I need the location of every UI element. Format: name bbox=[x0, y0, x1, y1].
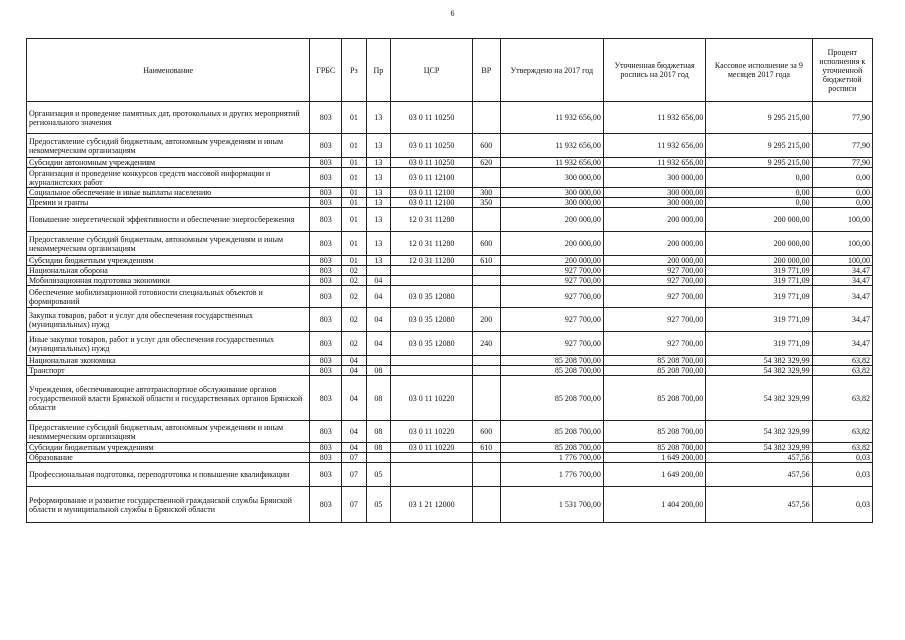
row-refined: 11 932 656,00 bbox=[603, 102, 705, 134]
row-cash: 457,56 bbox=[706, 487, 812, 523]
header-cash: Кассовое исполнение за 9 месяцев 2017 года bbox=[706, 39, 812, 102]
row-cash: 200 000,00 bbox=[706, 208, 812, 232]
row-pr: 04 bbox=[366, 332, 391, 356]
row-pr: 13 bbox=[366, 198, 391, 208]
table-body bbox=[27, 102, 873, 523]
row-csr: 12 0 31 11280 bbox=[391, 256, 473, 266]
row-cash: 319 771,09 bbox=[706, 332, 812, 356]
row-name: Реформирование и развитие государственной гражданской службы Брянской области и муниципальной службы в Брянской области bbox=[27, 487, 310, 523]
table-row bbox=[27, 332, 873, 356]
row-rz: 02 bbox=[342, 308, 367, 332]
table-row bbox=[27, 376, 873, 421]
row-percent: 34,47 bbox=[812, 308, 872, 332]
row-vr: 620 bbox=[472, 158, 500, 168]
row-pr: 13 bbox=[366, 102, 391, 134]
row-rz: 01 bbox=[342, 232, 367, 256]
row-pr bbox=[366, 266, 391, 276]
row-vr bbox=[472, 356, 500, 366]
row-grbs: 803 bbox=[310, 286, 342, 308]
row-refined: 85 208 700,00 bbox=[603, 376, 705, 421]
row-rz: 04 bbox=[342, 356, 367, 366]
row-pr bbox=[366, 453, 391, 463]
row-refined: 927 700,00 bbox=[603, 266, 705, 276]
row-vr bbox=[472, 276, 500, 286]
row-cash: 9 295 215,00 bbox=[706, 134, 812, 158]
row-pr bbox=[366, 356, 391, 366]
table-row bbox=[27, 256, 873, 266]
row-grbs: 803 bbox=[310, 376, 342, 421]
row-grbs: 803 bbox=[310, 168, 342, 188]
row-pr: 08 bbox=[366, 421, 391, 443]
row-vr bbox=[472, 168, 500, 188]
row-percent: 100,00 bbox=[812, 208, 872, 232]
row-csr bbox=[391, 356, 473, 366]
row-csr: 12 0 31 11280 bbox=[391, 232, 473, 256]
row-pr: 13 bbox=[366, 208, 391, 232]
table-row bbox=[27, 158, 873, 168]
row-approved: 927 700,00 bbox=[500, 266, 603, 276]
row-rz: 01 bbox=[342, 134, 367, 158]
row-name: Обеспечение мобилизационной готовности специальных объектов и формирований bbox=[27, 286, 310, 308]
row-refined: 927 700,00 bbox=[603, 332, 705, 356]
row-pr: 13 bbox=[366, 256, 391, 266]
row-grbs: 803 bbox=[310, 208, 342, 232]
row-approved: 927 700,00 bbox=[500, 332, 603, 356]
row-name: Профессиональная подготовка, переподготовка и повышение квалификации bbox=[27, 463, 310, 487]
row-csr: 03 0 11 10220 bbox=[391, 376, 473, 421]
row-cash: 457,56 bbox=[706, 463, 812, 487]
row-vr: 600 bbox=[472, 421, 500, 443]
header-pr: Пр bbox=[366, 39, 391, 102]
row-rz: 02 bbox=[342, 332, 367, 356]
row-csr bbox=[391, 463, 473, 487]
row-csr: 03 0 11 10220 bbox=[391, 443, 473, 453]
row-approved: 927 700,00 bbox=[500, 308, 603, 332]
row-cash: 54 382 329,99 bbox=[706, 376, 812, 421]
row-csr bbox=[391, 276, 473, 286]
row-csr: 03 0 11 12100 bbox=[391, 188, 473, 198]
row-vr: 610 bbox=[472, 256, 500, 266]
row-vr: 610 bbox=[472, 443, 500, 453]
row-approved: 85 208 700,00 bbox=[500, 366, 603, 376]
row-vr bbox=[472, 208, 500, 232]
row-approved: 85 208 700,00 bbox=[500, 421, 603, 443]
row-vr bbox=[472, 463, 500, 487]
row-grbs: 803 bbox=[310, 102, 342, 134]
row-rz: 02 bbox=[342, 266, 367, 276]
row-rz: 01 bbox=[342, 208, 367, 232]
row-rz: 01 bbox=[342, 198, 367, 208]
row-rz: 01 bbox=[342, 256, 367, 266]
row-approved: 11 932 656,00 bbox=[500, 102, 603, 134]
row-percent: 0,00 bbox=[812, 188, 872, 198]
header-grbs: ГРБС bbox=[310, 39, 342, 102]
row-pr: 04 bbox=[366, 286, 391, 308]
row-grbs: 803 bbox=[310, 366, 342, 376]
row-percent: 0,00 bbox=[812, 198, 872, 208]
table-row bbox=[27, 356, 873, 366]
row-refined: 200 000,00 bbox=[603, 256, 705, 266]
row-cash: 200 000,00 bbox=[706, 232, 812, 256]
row-refined: 1 649 200,00 bbox=[603, 453, 705, 463]
row-grbs: 803 bbox=[310, 463, 342, 487]
row-vr bbox=[472, 286, 500, 308]
row-csr: 03 0 35 12080 bbox=[391, 308, 473, 332]
row-refined: 300 000,00 bbox=[603, 188, 705, 198]
row-approved: 85 208 700,00 bbox=[500, 443, 603, 453]
row-name: Предоставление субсидий бюджетным, автономным учреждениям и иным некоммерческим организациям bbox=[27, 421, 310, 443]
header-name: Наименование bbox=[27, 39, 310, 102]
row-percent: 34,47 bbox=[812, 276, 872, 286]
table-row bbox=[27, 208, 873, 232]
row-vr: 240 bbox=[472, 332, 500, 356]
row-percent: 77,90 bbox=[812, 102, 872, 134]
row-grbs: 803 bbox=[310, 256, 342, 266]
row-approved: 11 932 656,00 bbox=[500, 158, 603, 168]
row-grbs: 803 bbox=[310, 308, 342, 332]
row-rz: 04 bbox=[342, 376, 367, 421]
row-name: Субсидии бюджетным учреждениям bbox=[27, 256, 310, 266]
row-approved: 927 700,00 bbox=[500, 286, 603, 308]
row-name: Субсидии бюджетным учреждениям bbox=[27, 443, 310, 453]
row-pr: 05 bbox=[366, 463, 391, 487]
row-csr: 03 0 35 12080 bbox=[391, 286, 473, 308]
row-vr: 600 bbox=[472, 134, 500, 158]
table-row bbox=[27, 276, 873, 286]
row-name: Учреждения, обеспечивающие автотранспортное обслуживание органов государственной власти Брянской области и государственных органов Брянской области bbox=[27, 376, 310, 421]
row-pr: 13 bbox=[366, 158, 391, 168]
row-rz: 01 bbox=[342, 188, 367, 198]
table-row bbox=[27, 286, 873, 308]
row-percent: 0,03 bbox=[812, 487, 872, 523]
row-rz: 04 bbox=[342, 366, 367, 376]
table-row bbox=[27, 443, 873, 453]
row-name: Субсидии автономным учреждениям bbox=[27, 158, 310, 168]
row-vr bbox=[472, 376, 500, 421]
row-percent: 34,47 bbox=[812, 286, 872, 308]
row-cash: 0,00 bbox=[706, 198, 812, 208]
row-cash: 0,00 bbox=[706, 168, 812, 188]
row-csr: 03 0 11 12100 bbox=[391, 168, 473, 188]
row-refined: 85 208 700,00 bbox=[603, 421, 705, 443]
row-grbs: 803 bbox=[310, 198, 342, 208]
row-cash: 319 771,09 bbox=[706, 266, 812, 276]
header-rz: Рз bbox=[342, 39, 367, 102]
row-vr bbox=[472, 487, 500, 523]
budget-execution-table bbox=[26, 38, 873, 523]
row-approved: 200 000,00 bbox=[500, 256, 603, 266]
row-grbs: 803 bbox=[310, 421, 342, 443]
row-refined: 85 208 700,00 bbox=[603, 366, 705, 376]
row-refined: 85 208 700,00 bbox=[603, 443, 705, 453]
row-csr bbox=[391, 366, 473, 376]
row-approved: 300 000,00 bbox=[500, 198, 603, 208]
row-rz: 02 bbox=[342, 286, 367, 308]
row-refined: 85 208 700,00 bbox=[603, 356, 705, 366]
row-name: Образование bbox=[27, 453, 310, 463]
row-approved: 300 000,00 bbox=[500, 168, 603, 188]
row-approved: 1 776 700,00 bbox=[500, 463, 603, 487]
row-refined: 11 932 656,00 bbox=[603, 134, 705, 158]
row-vr bbox=[472, 266, 500, 276]
row-refined: 927 700,00 bbox=[603, 276, 705, 286]
row-percent: 63,82 bbox=[812, 421, 872, 443]
row-csr: 03 0 11 10250 bbox=[391, 158, 473, 168]
row-pr: 13 bbox=[366, 232, 391, 256]
row-name: Национальная оборона bbox=[27, 266, 310, 276]
row-refined: 11 932 656,00 bbox=[603, 158, 705, 168]
row-grbs: 803 bbox=[310, 232, 342, 256]
table-row bbox=[27, 168, 873, 188]
row-approved: 200 000,00 bbox=[500, 232, 603, 256]
row-name: Транспорт bbox=[27, 366, 310, 376]
row-grbs: 803 bbox=[310, 487, 342, 523]
row-approved: 1 776 700,00 bbox=[500, 453, 603, 463]
row-csr: 03 0 11 12100 bbox=[391, 198, 473, 208]
table-row bbox=[27, 308, 873, 332]
row-csr: 03 0 35 12080 bbox=[391, 332, 473, 356]
row-approved: 300 000,00 bbox=[500, 188, 603, 198]
table-row bbox=[27, 266, 873, 276]
row-name: Организация и проведение конкурсов средств массовой информации и журналистских работ bbox=[27, 168, 310, 188]
row-rz: 01 bbox=[342, 158, 367, 168]
row-refined: 927 700,00 bbox=[603, 308, 705, 332]
row-rz: 07 bbox=[342, 463, 367, 487]
row-name: Закупка товаров, работ и услуг для обеспечения государственных (муниципальных) нужд bbox=[27, 308, 310, 332]
row-cash: 0,00 bbox=[706, 188, 812, 198]
row-cash: 54 382 329,99 bbox=[706, 443, 812, 453]
row-vr bbox=[472, 453, 500, 463]
row-cash: 200 000,00 bbox=[706, 256, 812, 266]
row-rz: 07 bbox=[342, 487, 367, 523]
row-percent: 77,90 bbox=[812, 134, 872, 158]
row-approved: 927 700,00 bbox=[500, 276, 603, 286]
row-cash: 457,56 bbox=[706, 453, 812, 463]
row-grbs: 803 bbox=[310, 443, 342, 453]
row-percent: 63,82 bbox=[812, 376, 872, 421]
row-vr: 300 bbox=[472, 188, 500, 198]
row-refined: 300 000,00 bbox=[603, 198, 705, 208]
row-percent: 0,03 bbox=[812, 463, 872, 487]
table-row bbox=[27, 232, 873, 256]
row-pr: 05 bbox=[366, 487, 391, 523]
header-refined: Уточненная бюджетная роспись на 2017 год bbox=[603, 39, 705, 102]
row-grbs: 803 bbox=[310, 266, 342, 276]
row-csr bbox=[391, 453, 473, 463]
row-cash: 319 771,09 bbox=[706, 286, 812, 308]
row-refined: 927 700,00 bbox=[603, 286, 705, 308]
row-percent: 100,00 bbox=[812, 232, 872, 256]
header-approved: Утверждено на 2017 год bbox=[500, 39, 603, 102]
row-vr: 200 bbox=[472, 308, 500, 332]
row-csr: 12 0 31 11280 bbox=[391, 208, 473, 232]
row-percent: 63,82 bbox=[812, 366, 872, 376]
row-percent: 34,47 bbox=[812, 266, 872, 276]
row-name: Мобилизационная подготовка экономики bbox=[27, 276, 310, 286]
row-cash: 54 382 329,99 bbox=[706, 366, 812, 376]
row-rz: 01 bbox=[342, 102, 367, 134]
row-grbs: 803 bbox=[310, 188, 342, 198]
row-percent: 63,82 bbox=[812, 356, 872, 366]
row-csr: 03 0 11 10250 bbox=[391, 134, 473, 158]
row-pr: 08 bbox=[366, 443, 391, 453]
row-refined: 200 000,00 bbox=[603, 208, 705, 232]
row-percent: 77,90 bbox=[812, 158, 872, 168]
row-percent: 34,47 bbox=[812, 332, 872, 356]
header-percent: Процент исполнения к уточненной бюджетной росписи bbox=[812, 39, 872, 102]
row-percent: 0,03 bbox=[812, 453, 872, 463]
row-grbs: 803 bbox=[310, 134, 342, 158]
row-approved: 200 000,00 bbox=[500, 208, 603, 232]
table-row bbox=[27, 366, 873, 376]
row-pr: 13 bbox=[366, 188, 391, 198]
row-vr bbox=[472, 102, 500, 134]
row-name: Предоставление субсидий бюджетным, автономным учреждениям и иным некоммерческим организациям bbox=[27, 232, 310, 256]
row-grbs: 803 bbox=[310, 332, 342, 356]
table-row bbox=[27, 102, 873, 134]
row-cash: 319 771,09 bbox=[706, 308, 812, 332]
row-pr: 04 bbox=[366, 276, 391, 286]
row-name: Иные закупки товаров, работ и услуг для обеспечения государственных (муниципальных) нужд bbox=[27, 332, 310, 356]
row-cash: 9 295 215,00 bbox=[706, 102, 812, 134]
row-percent: 63,82 bbox=[812, 443, 872, 453]
row-name: Национальная экономика bbox=[27, 356, 310, 366]
row-name: Организация и проведение памятных дат, протокольных и других мероприятий регионального значения bbox=[27, 102, 310, 134]
row-percent: 100,00 bbox=[812, 256, 872, 266]
row-name: Предоставление субсидий бюджетным, автономным учреждениям и иным некоммерческим организациям bbox=[27, 134, 310, 158]
row-grbs: 803 bbox=[310, 453, 342, 463]
row-csr: 03 0 11 10250 bbox=[391, 102, 473, 134]
row-refined: 200 000,00 bbox=[603, 232, 705, 256]
row-vr: 350 bbox=[472, 198, 500, 208]
row-rz: 07 bbox=[342, 453, 367, 463]
row-csr: 03 0 11 10220 bbox=[391, 421, 473, 443]
row-rz: 04 bbox=[342, 421, 367, 443]
row-pr: 08 bbox=[366, 376, 391, 421]
table-row bbox=[27, 453, 873, 463]
row-cash: 319 771,09 bbox=[706, 276, 812, 286]
table-row bbox=[27, 134, 873, 158]
page-number: 6 bbox=[450, 9, 455, 18]
table-row bbox=[27, 421, 873, 443]
table-row bbox=[27, 463, 873, 487]
row-pr: 04 bbox=[366, 308, 391, 332]
table-row bbox=[27, 198, 873, 208]
row-refined: 1 649 200,00 bbox=[603, 463, 705, 487]
row-csr: 03 1 21 12000 bbox=[391, 487, 473, 523]
table-header bbox=[27, 39, 873, 102]
row-refined: 1 404 200,00 bbox=[603, 487, 705, 523]
row-name: Повышение энергетической эффективности и обеспечение энергосбережения bbox=[27, 208, 310, 232]
row-rz: 02 bbox=[342, 276, 367, 286]
row-grbs: 803 bbox=[310, 276, 342, 286]
row-approved: 85 208 700,00 bbox=[500, 356, 603, 366]
row-vr bbox=[472, 366, 500, 376]
row-grbs: 803 bbox=[310, 356, 342, 366]
row-rz: 01 bbox=[342, 168, 367, 188]
row-name: Премии и гранты bbox=[27, 198, 310, 208]
row-refined: 300 000,00 bbox=[603, 168, 705, 188]
header-vr: ВР bbox=[472, 39, 500, 102]
row-approved: 11 932 656,00 bbox=[500, 134, 603, 158]
row-cash: 54 382 329,99 bbox=[706, 356, 812, 366]
row-csr bbox=[391, 266, 473, 276]
row-approved: 85 208 700,00 bbox=[500, 376, 603, 421]
row-rz: 04 bbox=[342, 443, 367, 453]
row-cash: 9 295 215,00 bbox=[706, 158, 812, 168]
row-pr: 08 bbox=[366, 366, 391, 376]
row-cash: 54 382 329,99 bbox=[706, 421, 812, 443]
row-grbs: 803 bbox=[310, 158, 342, 168]
row-pr: 13 bbox=[366, 134, 391, 158]
row-vr: 600 bbox=[472, 232, 500, 256]
table-row bbox=[27, 188, 873, 198]
row-approved: 1 531 700,00 bbox=[500, 487, 603, 523]
row-name: Социальное обеспечение и иные выплаты населению bbox=[27, 188, 310, 198]
row-percent: 0,00 bbox=[812, 168, 872, 188]
table-row bbox=[27, 487, 873, 523]
row-pr: 13 bbox=[366, 168, 391, 188]
header-csr: ЦСР bbox=[391, 39, 473, 102]
